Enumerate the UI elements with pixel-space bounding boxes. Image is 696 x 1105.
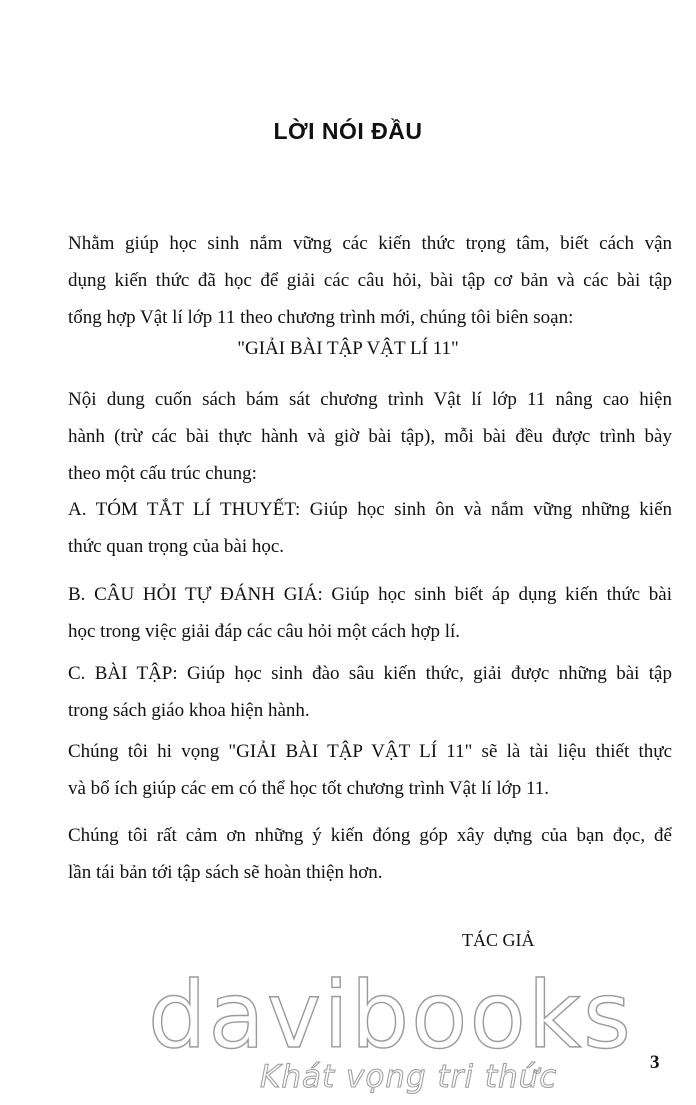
- hope-line: và bổ ích giúp các em có thể học tốt chương trình Vật lí lớp 11.: [68, 778, 550, 799]
- hope-paragraph: [68, 733, 672, 807]
- page-number: 3: [650, 1052, 660, 1073]
- watermark-logo: davibooks: [148, 962, 633, 1069]
- content-paragraph: [68, 381, 672, 492]
- content-line: Nội dung cuốn sách bám sát chương trình Vật lí lớp 11 nâng cao hiện: [68, 389, 672, 410]
- thanks-paragraph: [68, 817, 672, 891]
- content-line: hành (trừ các bài thực hành và giờ bài tập), mỗi bài đều được trình bày: [68, 426, 672, 447]
- book-title: "GIẢI BÀI TẬP VẬT LÍ 11": [237, 338, 459, 359]
- watermark-slogan: Khát vọng tri thức: [260, 1059, 558, 1095]
- intro-line: Nhằm giúp học sinh nắm vững các kiến thức trọng tâm, biết cách vận: [68, 233, 672, 254]
- section-b-line: học trong việc giải đáp các câu hỏi một cách hợp lí.: [68, 621, 461, 642]
- section-c-line: C. BÀI TẬP: Giúp học sinh đào sâu kiến thức, giải được những bài tập: [68, 663, 672, 684]
- section-a-line: A. TÓM TẮT LÍ THUYẾT: Giúp học sinh ôn và nắm vững những kiến: [68, 499, 672, 520]
- intro-paragraph: [68, 225, 672, 336]
- section-b-line: B. CÂU HỎI TỰ ĐÁNH GIÁ: Giúp học sinh biết áp dụng kiến thức bài: [68, 584, 672, 605]
- content-line: theo một cấu trúc chung:: [68, 463, 257, 484]
- section-c-line: trong sách giáo khoa hiện hành.: [68, 700, 310, 721]
- hope-line: Chúng tôi hi vọng "GIẢI BÀI TẬP VẬT LÍ 11" sẽ là tài liệu thiết thực: [68, 741, 672, 762]
- page-title: LỜI NÓI ĐẦU: [273, 118, 423, 144]
- thanks-line: lần tái bản tới tập sách sẽ hoàn thiện hơn.: [68, 862, 383, 883]
- section-c-paragraph: [68, 655, 672, 729]
- thanks-line: Chúng tôi rất cảm ơn những ý kiến đóng góp xây dựng của bạn đọc, để: [68, 825, 672, 846]
- intro-line: tổng hợp Vật lí lớp 11 theo chương trình mới, chúng tôi biên soạn:: [68, 307, 574, 328]
- section-a-paragraph: [68, 491, 672, 565]
- intro-line: dụng kiến thức đã học để giải các câu hỏi, bài tập cơ bản và các bài tập: [68, 270, 672, 291]
- section-a-line: thức quan trọng của bài học.: [68, 536, 285, 557]
- section-b-paragraph: [68, 576, 672, 650]
- author-signature: TÁC GIẢ: [462, 930, 535, 950]
